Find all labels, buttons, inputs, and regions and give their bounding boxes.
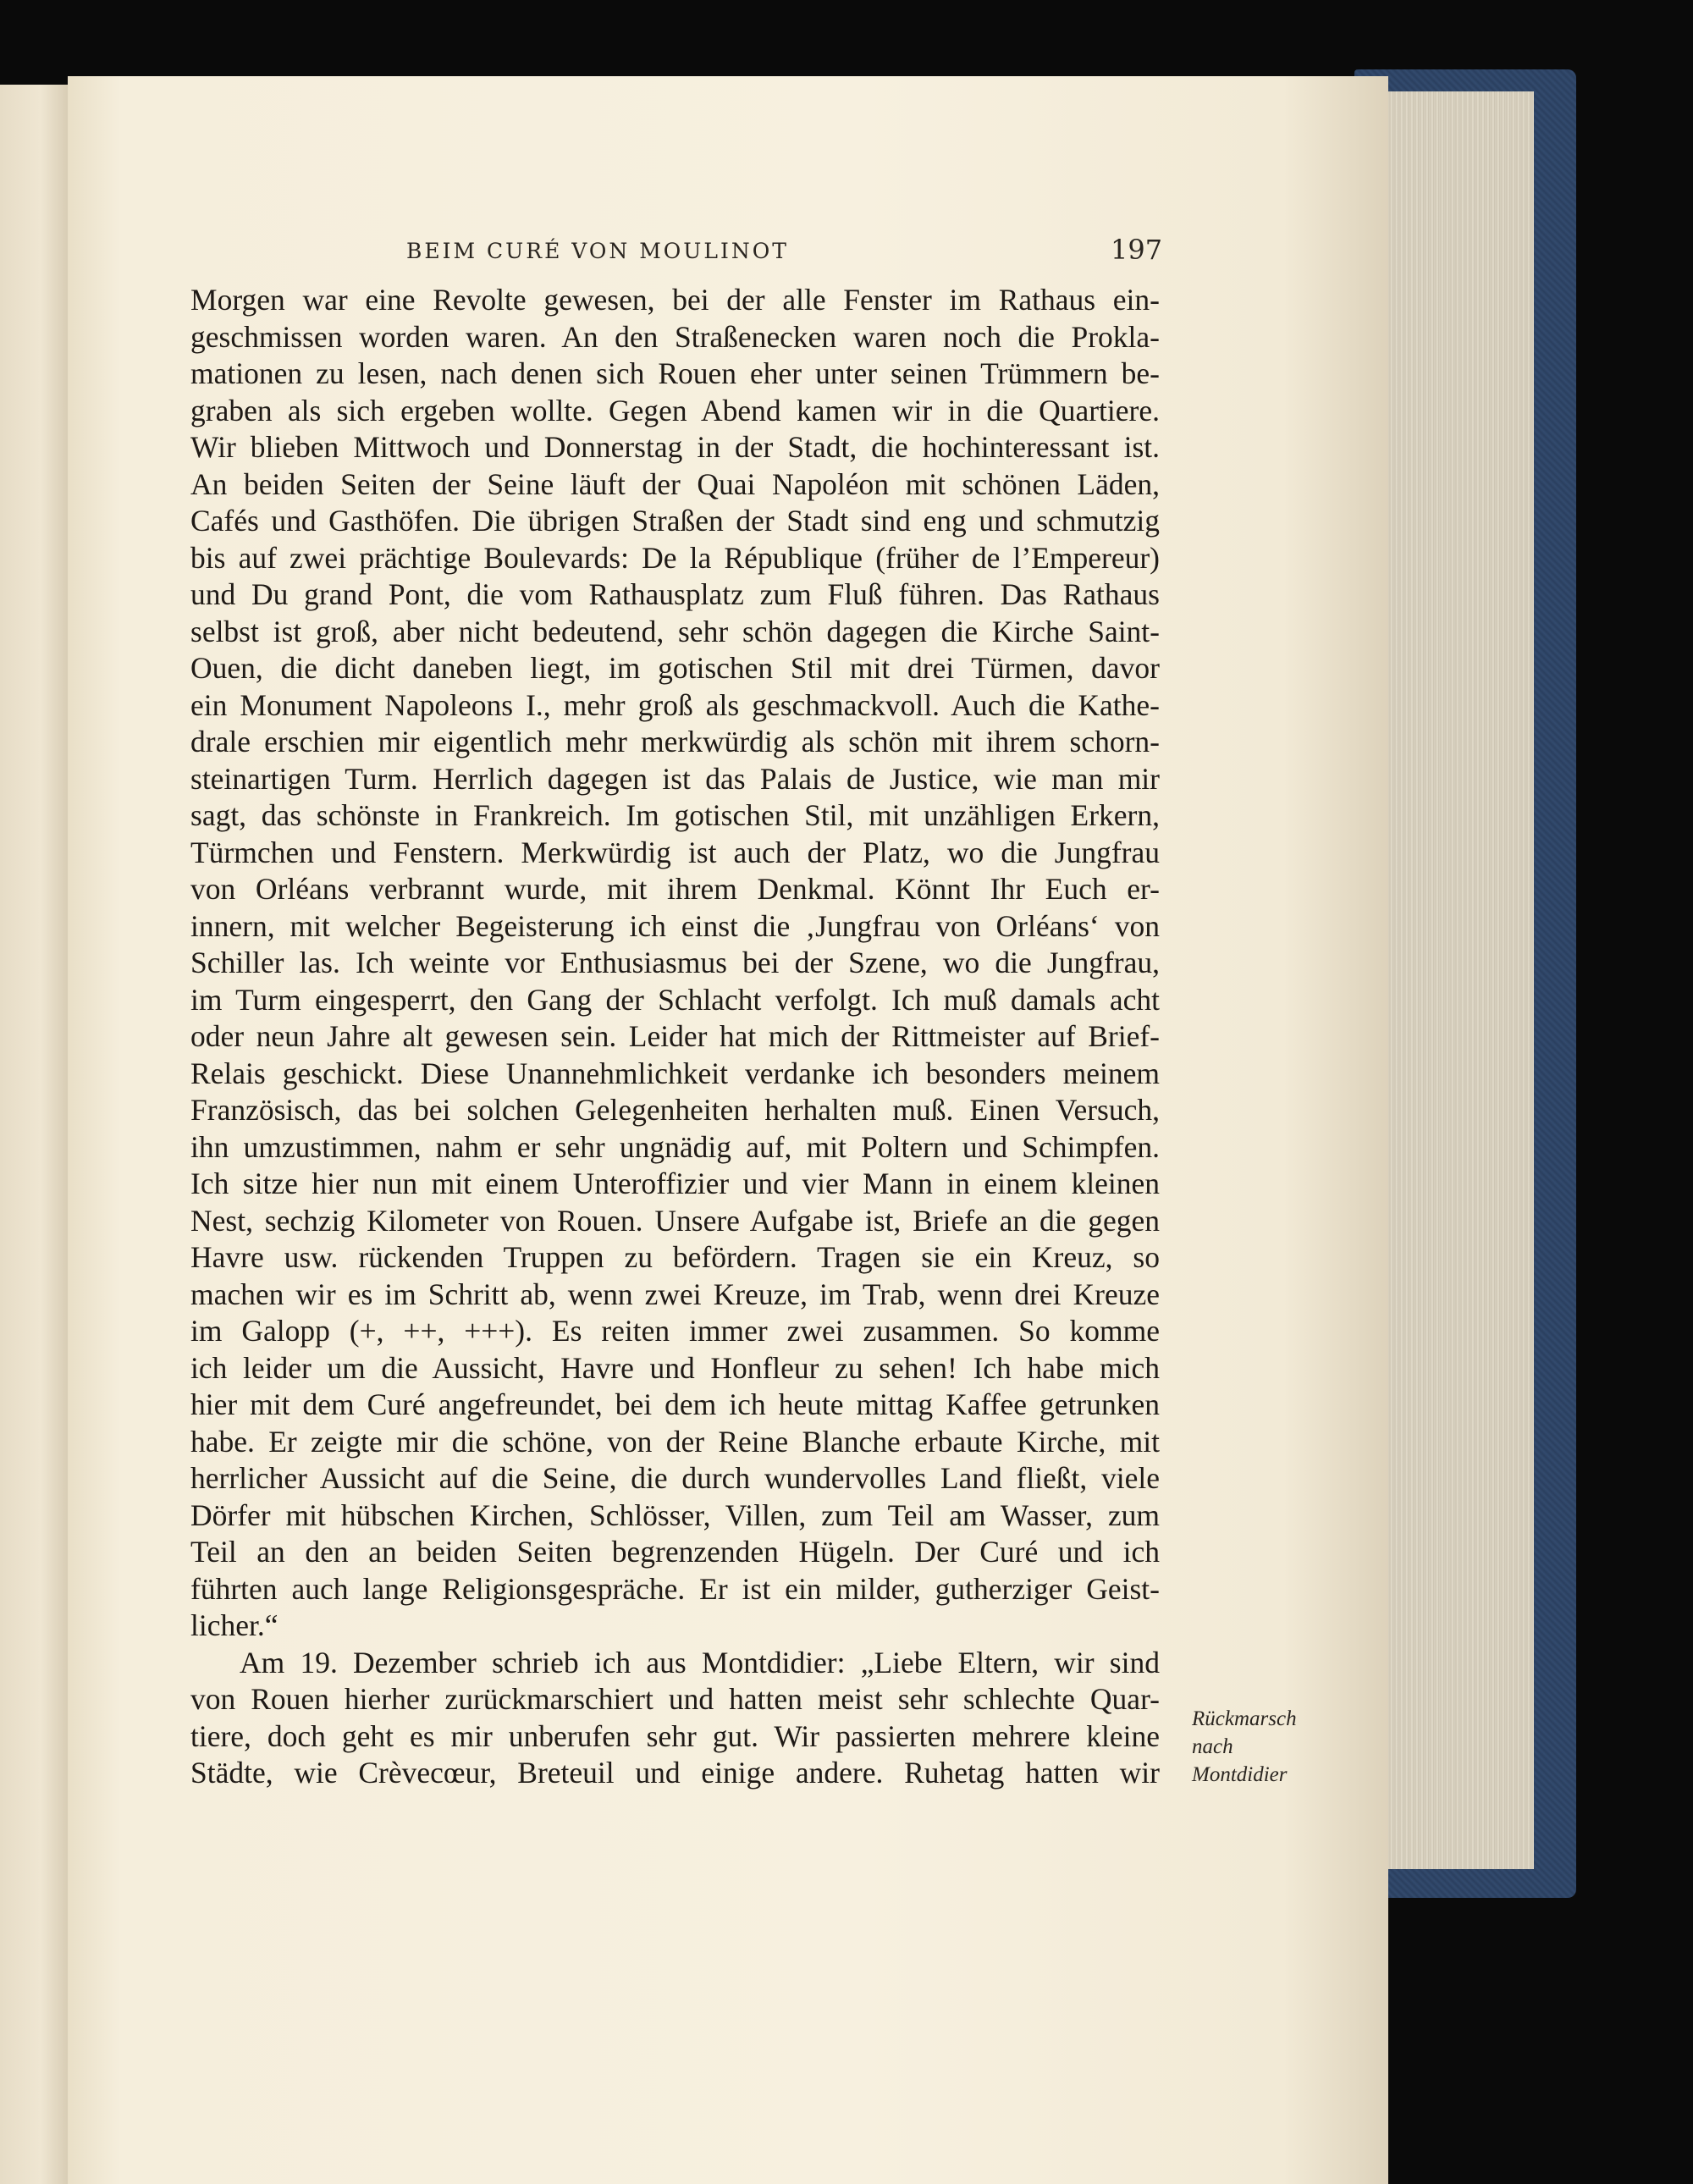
text-line: Französisch, das bei solchen Gelegenheiten herhalten muß. Einen Versuch, xyxy=(190,1093,1160,1127)
text-line: sagt, das schönste in Frankreich. Im gotischen Stil, mit unzähligen Erkern, xyxy=(190,798,1160,832)
text-line: im Galopp (+, ++, +++). Es reiten immer zwei zusammen. So komme xyxy=(190,1314,1160,1348)
text-line: Havre usw. rückenden Truppen zu befördern. Tragen sie ein Kreuz, so xyxy=(190,1240,1160,1274)
text-line: Dörfer mit hübschen Kirchen, Schlösser, Villen, zum Teil am Wasser, zum xyxy=(190,1497,1160,1532)
body-text xyxy=(190,282,1160,1792)
text-line: tiere, doch geht es mir unberufen sehr gut. Wir passierten mehrere kleine xyxy=(190,1718,1160,1753)
text-line: Am 19. Dezember schrieb ich aus Montdidier: „Liebe Eltern, wir sind xyxy=(240,1645,1160,1679)
text-line: ich leider um die Aussicht, Havre und Honfleur zu sehen! Ich habe mich xyxy=(190,1350,1160,1385)
text-line: licher.“ xyxy=(190,1608,278,1642)
text-line: Cafés und Gasthöfen. Die übrigen Straßen der Stadt sind eng und schmutzig xyxy=(190,504,1160,538)
text-line: drale erschien mir eigentlich mehr merkwürdig als schön mit ihrem schorn- xyxy=(190,725,1160,758)
text-line: im Turm eingesperrt, den Gang der Schlacht verfolgt. Ich muß damals acht xyxy=(190,982,1160,1017)
text-line: Ich sitze hier nun mit einem Unteroffizier und vier Mann in einem kleinen xyxy=(190,1166,1160,1200)
margin-note-line: Montdidier xyxy=(1192,1763,1288,1786)
page-edges xyxy=(1371,91,1534,1869)
text-line: Relais geschickt. Diese Unannehmlichkeit verdanke ich besonders meinem xyxy=(190,1056,1160,1090)
text-line: Türmchen und Fenstern. Merkwürdig ist auch der Platz, wo die Jungfrau xyxy=(190,835,1160,869)
text-line: Ouen, die dicht daneben liegt, im gotischen Stil mit drei Türmen, davor xyxy=(190,651,1160,685)
text-line: von Rouen hierher zurückmarschiert und hatten meist sehr schlechte Quar- xyxy=(190,1682,1160,1716)
text-line: von Orléans verbrannt wurde, mit ihrem Denkmal. Könnt Ihr Euch er- xyxy=(190,872,1160,906)
text-line: herrlicher Aussicht auf die Seine, die durch wundervolles Land fließt, viele xyxy=(190,1461,1160,1495)
text-line: An beiden Seiten der Seine läuft der Quai Napoléon mit schönen Läden, xyxy=(190,466,1160,501)
text-line: Morgen war eine Revolte gewesen, bei der alle Fenster im Rathaus ein- xyxy=(190,283,1160,317)
page-number: 197 xyxy=(1111,234,1163,266)
text-line: selbst ist groß, aber nicht bedeutend, sehr schön dagegen die Kirche Saint- xyxy=(190,614,1160,648)
text-line: machen wir es im Schritt ab, wenn zwei Kreuze, im Trab, wenn drei Kreuze xyxy=(190,1277,1160,1311)
text-line: Wir blieben Mittwoch und Donnerstag in der Stadt, die hochinteressant ist. xyxy=(190,430,1160,464)
text-line: Städte, wie Crèvecœur, Breteuil und einige andere. Ruhetag hatten wir xyxy=(190,1756,1160,1790)
text-line: und Du grand Pont, die vom Rathausplatz zum Fluß führen. Das Rathaus xyxy=(190,577,1160,611)
text-line: geschmissen worden waren. An den Straßenecken waren noch die Prokla- xyxy=(190,319,1160,354)
text-line: oder neun Jahre alt gewesen sein. Leider hat mich der Rittmeister auf Brief- xyxy=(190,1019,1160,1053)
text-line: führten auch lange Religionsgespräche. Er ist ein milder, gutherziger Geist- xyxy=(190,1571,1160,1606)
text-line: hier mit dem Curé angefreundet, bei dem ich heute mittag Kaffee getrunken xyxy=(190,1387,1160,1421)
text-line: graben als sich ergeben wollte. Gegen Abend kamen wir in die Quartiere. xyxy=(190,393,1160,427)
margin-note-line: Rückmarsch xyxy=(1192,1707,1297,1730)
margin-note xyxy=(1192,1705,1344,1789)
text-line: Teil an den an beiden Seiten begrenzenden Hügeln. Der Curé und ich xyxy=(190,1535,1160,1569)
text-line: bis auf zwei prächtige Boulevards: De la République (früher de l’Empereur) xyxy=(190,540,1160,575)
text-line: Nest, sechzig Kilometer von Rouen. Unsere Aufgabe ist, Briefe an die gegen xyxy=(190,1203,1160,1238)
text-line: innern, mit welcher Begeisterung ich einst die ‚Jungfrau von Orléans‘ von xyxy=(190,908,1160,943)
text-line: ihn umzustimmen, nahm er sehr ungnädig auf, mit Poltern und Schimpfen. xyxy=(190,1129,1160,1164)
text-line: Schiller las. Ich weinte vor Enthusiasmus bei der Szene, wo die Jungfrau, xyxy=(190,946,1160,979)
facing-page-edge xyxy=(0,85,68,2184)
margin-note-line: nach xyxy=(1192,1735,1233,1758)
text-line: habe. Er zeigte mir die schöne, von der Reine Blanche erbaute Kirche, mit xyxy=(190,1424,1160,1459)
text-line: ein Monument Napoleons I., mehr groß als geschmackvoll. Auch die Kathe- xyxy=(190,687,1160,722)
running-head: BEIM CURÉ VON MOULINOT xyxy=(406,239,789,263)
text-line: steinartigen Turm. Herrlich dagegen ist das Palais de Justice, wie man mir xyxy=(190,761,1160,796)
text-line: mationen zu lesen, nach denen sich Rouen eher unter seinen Trümmern be- xyxy=(190,356,1160,390)
